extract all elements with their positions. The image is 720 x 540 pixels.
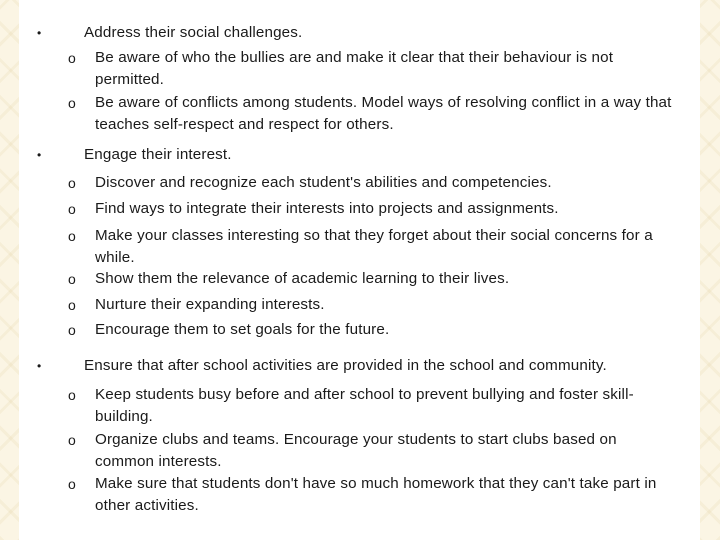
slide-panel <box>19 0 700 540</box>
sub-item-text: Make sure that students don't have so much homework that they can't take part in other activities. <box>95 475 657 514</box>
sub-bullet-icon: o <box>68 432 76 448</box>
sub-bullet-icon: o <box>68 201 76 217</box>
sub-item-text: Show them the relevance of academic learning to their lives. <box>95 270 510 287</box>
sub-item-text: Be aware of conflicts among students. Model ways of resolving conflict in a way that teaches self-respect and respect for others. <box>95 94 672 133</box>
sub-bullet-icon: o <box>68 175 76 191</box>
sub-item-text: Make your classes interesting so that they forget about their social concerns for a while. <box>95 227 653 266</box>
slide-content <box>19 0 700 540</box>
bullet-icon: • <box>37 359 42 373</box>
sub-item-text: Organize clubs and teams. Encourage your students to start clubs based on common interests. <box>95 431 617 470</box>
sub-bullet-icon: o <box>68 50 76 66</box>
bullet-heading: Address their social challenges. <box>84 24 303 41</box>
sub-bullet-icon: o <box>68 387 76 403</box>
bullet-icon: • <box>37 26 42 40</box>
sub-bullet-icon: o <box>68 476 76 492</box>
sub-item-text: Be aware of who the bullies are and make it clear that their behaviour is not permitted. <box>95 49 614 88</box>
sub-item-text: Find ways to integrate their interests into projects and assignments. <box>95 200 559 217</box>
bullet-heading: Ensure that after school activities are provided in the school and community. <box>84 357 607 374</box>
sub-bullet-icon: o <box>68 228 76 244</box>
sub-bullet-icon: o <box>68 271 76 287</box>
sub-item-text: Keep students busy before and after school to prevent bullying and foster skill-building. <box>95 386 634 425</box>
sub-item-text: Discover and recognize each student's abilities and competencies. <box>95 174 552 191</box>
sub-item-text: Nurture their expanding interests. <box>95 296 325 313</box>
sub-bullet-icon: o <box>68 95 76 111</box>
bullet-heading: Engage their interest. <box>84 146 232 163</box>
sub-bullet-icon: o <box>68 322 76 338</box>
sub-bullet-icon: o <box>68 297 76 313</box>
bullet-icon: • <box>37 148 42 162</box>
sub-item-text: Encourage them to set goals for the future. <box>95 321 390 338</box>
